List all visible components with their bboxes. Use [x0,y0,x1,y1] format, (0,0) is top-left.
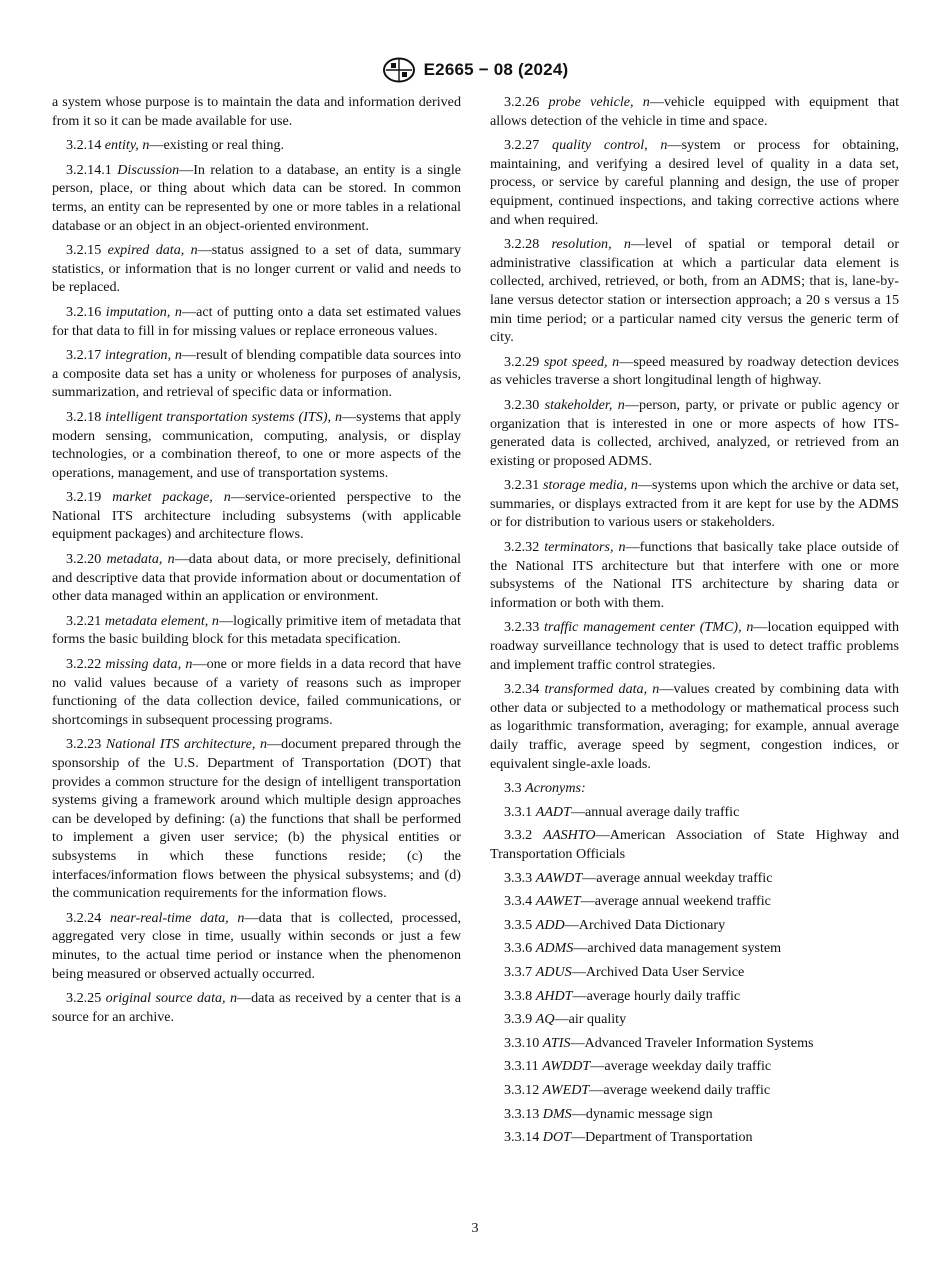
definition-paragraph [52,346,461,402]
definition-paragraph [52,655,461,729]
definition-text: —speed measured by roadway detection devices as vehicles traverse a short longitudinal length of highway. [490,353,899,389]
clause-number: 3.2.16 [66,303,106,320]
definition-paragraph [52,612,461,649]
definition-text: —annual average daily traffic [570,803,740,820]
definition-text: —person, party, or private or public agency or organization that is interested in one or more aspects of how ITS-generated data is collected, archived, analyzed, or retrieved from an existing or proposed ADMS. [490,396,899,469]
defined-term: terminators, n [544,539,626,556]
definition-text: —system or process for obtaining, maintaining, and verifying a desired level of quality in a data set, process, or service by careful planning and design, the use of proper equipment, continued inspections, and taking corrective actions where and when required. [490,137,899,228]
definition-paragraph [490,779,899,798]
definition-paragraph [490,916,899,935]
clause-number: 3.2.19 [66,489,113,506]
clause-number: 3.3.3 [504,869,536,886]
definition-text: —logically primitive item of metadata that forms the basic building block for this metadata specification. [52,612,461,648]
clause-number: 3.2.25 [66,990,106,1007]
definition-text: —existing or real thing. [149,137,285,154]
definition-text: —act of putting onto a data set estimated values for that data to fill in for missing values or replace erroneous values. [52,303,461,339]
definition-text: —data that is collected, processed, aggregated very close in time, usually within seconds or just a few minutes, to the actual time period or instance when the phenomenon being measured or observed actually occurred. [52,909,461,982]
definition-paragraph [490,538,899,612]
page-number: 3 [471,1221,479,1236]
clause-number: 3.3.2 [504,827,544,844]
definition-paragraph [490,1081,899,1100]
defined-term: National ITS architecture, n [105,736,268,753]
clause-number: 3.3.8 [504,987,536,1004]
definition-paragraph [490,869,899,888]
definition-paragraph [52,989,461,1026]
page-header [0,57,950,88]
definition-text: —average annual weekday traffic [582,869,773,886]
definition-paragraph [490,892,899,911]
definition-text: —service-oriented perspective to the National ITS architecture including subsystems (with applicable equipment packages) and architecture flows. [52,489,461,543]
definition-paragraph [490,396,899,470]
definition-text: —location equipped with roadway surveillance technology that is used to detect traffic problems and implement traffic control strategies. [490,619,899,673]
definition-paragraph [490,1128,899,1147]
clause-number: 3.2.14.1 [66,161,118,178]
definition-text: —average hourly daily traffic [572,987,741,1004]
clause-number: 3.3.14 [504,1129,543,1146]
definition-paragraph [52,241,461,297]
definition-text: a system whose purpose is to maintain the data and information derived from it so it can be made available for use. [52,94,461,129]
definition-text: —document prepared through the sponsorship of the U.S. Department of Transportation (DOT) that provides a common structure for the design of intelligent transportation systems giving a framework around which multiple design approaches can be developed by defining: (a) the functions that shall be performed to implement a given user service; (b) the physical entities or subsystems in which these functions reside; (c) the interfaces/information flows between the physical subsystems; and (d) the communication requirements for the information flows. [52,736,461,902]
definition-paragraph [52,488,461,544]
right-column [490,93,899,1152]
clause-number: 3.3.6 [504,940,536,957]
definition-text: —Advanced Traveler Information Systems [570,1034,814,1051]
definition-text: —dynamic message sign [571,1105,713,1122]
definition-text: —average annual weekend traffic [580,893,771,910]
defined-term: Acronyms: [525,780,586,797]
clause-number: 3.2.17 [66,347,105,364]
defined-term: AAWET [535,893,581,910]
clause-number: 3.3.7 [504,963,536,980]
definition-paragraph [52,303,461,340]
defined-term: DMS [542,1105,572,1122]
definition-paragraph [52,408,461,482]
defined-term: AWEDT [542,1081,590,1098]
defined-term: AQ [535,1011,555,1028]
definition-text: —air quality [554,1011,627,1028]
defined-term: AWDDT [542,1058,591,1075]
definition-text: —functions that basically take place outside of the National ITS architecture but that interfere with one or more subsystems of the National ITS architecture by sharing data or information or both with them. [490,539,899,611]
definition-text: —one or more fields in a data record that have no valid values because of a variety of reasons such as improper functioning of the data collection device, failed communications, or shortcomings in subsequent processing programs. [52,656,461,728]
defined-term: metadata, n [106,551,175,568]
clause-number: 3.2.26 [504,94,549,110]
definition-text: —data as received by a center that is a source for an archive. [52,990,461,1025]
clause-number: 3.2.20 [66,551,107,568]
defined-term: transformed data, n [544,681,660,698]
clause-number: 3.3.1 [504,803,536,820]
clause-number: 3.2.31 [504,477,544,494]
clause-number: 3.2.14 [66,137,105,154]
clause-number: 3.2.30 [504,396,545,413]
clause-number: 3.2.29 [504,353,544,370]
defined-term: resolution, n [551,236,631,253]
defined-term: AHDT [535,987,573,1004]
definition-paragraph [490,618,899,674]
defined-term: intelligent transportation systems (ITS), n [105,408,342,425]
defined-term: ADUS [535,963,572,980]
standard-designation: E2665 − 08 (2024) [423,60,569,79]
clause-number: 3.2.33 [504,619,544,636]
clause-number: 3.3.10 [504,1034,543,1051]
left-column [52,93,461,1032]
defined-term: original source data, n [105,990,238,1007]
definition-paragraph [490,826,899,863]
definition-paragraph [52,909,461,983]
clause-number: 3.3.11 [504,1058,543,1075]
definition-paragraph [52,735,461,902]
defined-term: AADT [535,803,571,820]
definition-text: —Archived Data Dictionary [564,916,726,933]
definition-text: —level of spatial or temporal detail or administrative classification at which a particular data element is collected, archived, retrieved, or both, from an ADMS; that is, lane-by-lane versus detector station or intersection approach; a 20 s versus a 15 min time period; or a particular named city versus the generic term of city. [490,236,900,346]
definition-paragraph [52,550,461,606]
defined-term: metadata element, n [104,612,219,629]
definition-paragraph [490,235,899,347]
clause-number: 3.3.12 [504,1081,543,1098]
clause-number: 3.2.28 [504,236,552,253]
defined-term: spot speed, n [543,353,620,370]
definition-text: —average weekday daily traffic [590,1058,772,1075]
definition-paragraph [490,1057,899,1076]
defined-term: Discussion [117,161,180,178]
definition-paragraph [490,963,899,982]
definition-paragraph [490,93,899,130]
definition-paragraph [490,1105,899,1124]
defined-term: ADD [535,916,565,933]
clause-number: 3.2.27 [504,137,553,154]
definition-text: —values created by combining data with other data or subjected to a methodology or mathematical process such as logarithmic transformation, averaging; for example, annual average daily traffic, average speed by segment, congestion indices, or equivalent single-axle loads. [490,681,899,772]
defined-term: DOT [542,1129,571,1146]
defined-term: AASHTO [543,827,596,844]
clause-number: 3.3 [504,780,526,797]
clause-number: 3.2.24 [66,909,110,926]
definition-paragraph [490,353,899,390]
clause-number: 3.3.4 [504,893,536,910]
clause-number: 3.2.22 [66,656,106,673]
definition-text: —data about data, or more precisely, definitional and descriptive data that provide information about or documentation of other data managed within an application or environment. [52,551,462,605]
defined-term: imputation, n [105,303,182,320]
definition-text: —archived data management system [573,940,782,957]
definition-paragraph [490,987,899,1006]
definition-text: —Archived Data User Service [571,963,745,980]
clause-number: 3.2.21 [66,612,105,629]
clause-number: 3.2.32 [504,539,545,556]
defined-term: market package, n [112,489,231,506]
definition-text: —average weekend daily traffic [589,1081,771,1098]
clause-number: 3.2.34 [504,681,545,698]
defined-term: integration, n [104,347,182,364]
defined-term: missing data, n [105,656,193,673]
defined-term: traffic management center (TMC), n [543,619,754,636]
definition-paragraph [490,1010,899,1029]
definition-text: —result of blending compatible data sources into a composite data set has a unity or wholeness for purposes of analysis, summarization, and retrieval of specific data or information. [52,347,462,401]
defined-term: expired data, n [107,242,198,259]
defined-term: stakeholder, n [544,396,625,413]
clause-number: 3.2.15 [66,242,108,259]
definition-paragraph [490,680,899,773]
astm-logo-icon [382,57,416,83]
defined-term: ADMS [535,940,574,957]
defined-term: AAWDT [535,869,583,886]
definition-text: —vehicle equipped with equipment that allows detection of the vehicle in time and space. [490,94,899,129]
clause-number: 3.3.13 [504,1105,543,1122]
definition-paragraph [490,939,899,958]
definition-paragraph [52,161,461,235]
defined-term: near-real-time data, n [109,909,245,926]
definition-text: —systems that apply modern sensing, communication, computing, analysis, or display technologies, or a combination thereof, to one or more aspects of the operations, management, and use of transportation systems. [52,408,461,481]
definition-paragraph [490,803,899,822]
defined-term: probe vehicle, n [548,94,650,110]
definition-paragraph [490,136,899,229]
definition-text: —American Association of State Highway and Transportation Officials [490,827,899,862]
clause-number: 3.3.9 [504,1011,536,1028]
definition-paragraph [52,136,461,155]
clause-number: 3.3.5 [504,916,536,933]
definition-paragraph [490,1034,899,1053]
defined-term: entity, n [104,137,150,154]
clause-number: 3.2.23 [66,736,106,753]
definition-paragraph [52,93,461,130]
definition-paragraph [490,476,899,532]
definition-text: —Department of Transportation [570,1129,753,1146]
definition-text: —systems upon which the archive or data set, summaries, or displays extracted from it are kept for use by the ADMS or for distribution to various users or stakeholders. [490,477,900,531]
defined-term: ATIS [542,1034,571,1051]
clause-number: 3.2.18 [66,408,106,425]
defined-term: quality control, n [552,137,668,154]
defined-term: storage media, n [543,477,638,494]
definition-text: —In relation to a database, an entity is a single person, place, or thing about which data can be stored. In common terms, an entity can be represented by one or more tables in a relational database or an object in an object-oriented environment. [52,161,461,234]
definition-text: —status assigned to a set of data, summary statistics, or information that is no longer current or valid and needs to be replaced. [52,242,461,296]
